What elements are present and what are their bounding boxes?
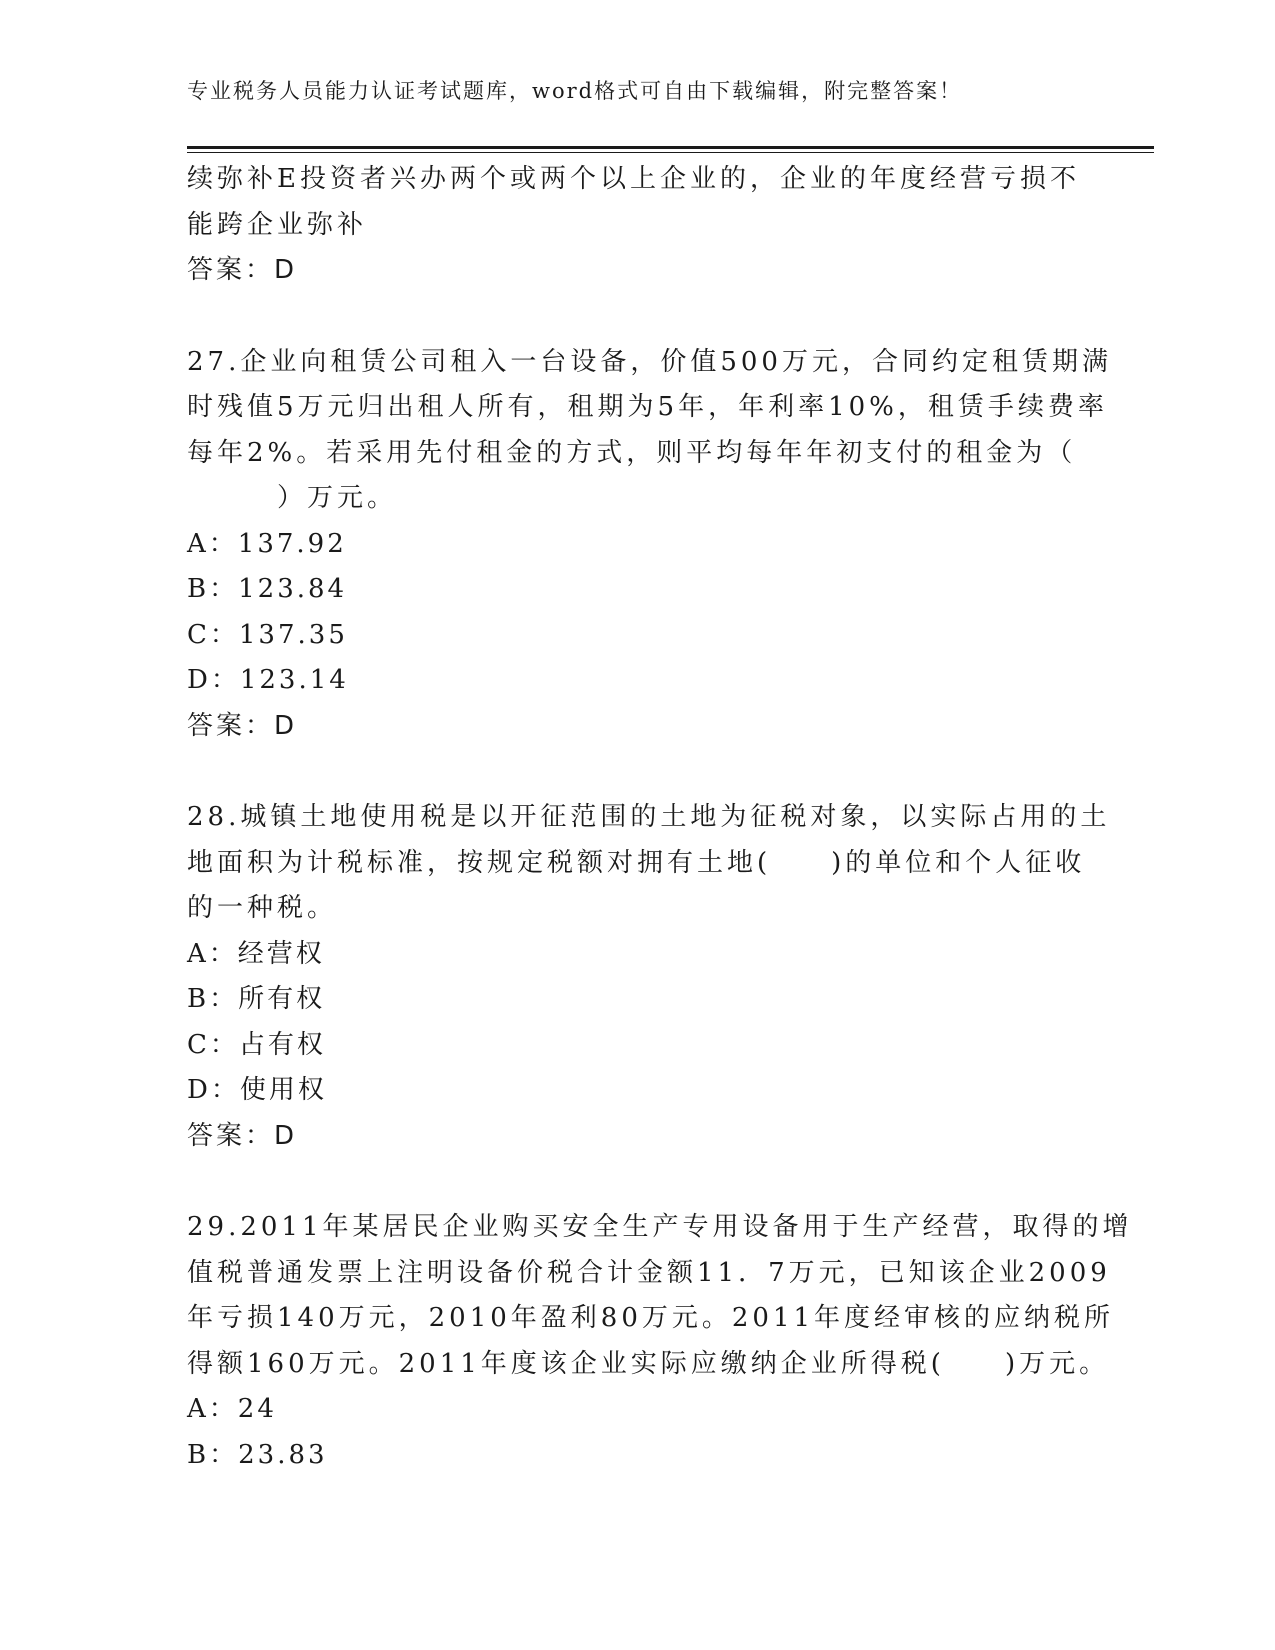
question-text-line: 每年2%。若采用先付租金的方式，则平均每年年初支付的租金为（ xyxy=(187,437,1077,468)
option-b: B：23.83 xyxy=(187,1439,328,1470)
question-text-line: 地面积为计税标准，按规定税额对拥有土地( )的单位和个人征收 xyxy=(187,847,1086,878)
question-text-line: ）万元。 xyxy=(187,483,398,513)
header-rule-thin xyxy=(187,152,1154,153)
option-d: D：123.14 xyxy=(187,665,349,695)
option-c: C：占有权 xyxy=(187,1029,326,1060)
question-text-line: 续弥补E投资者兴办两个或两个以上企业的，企业的年度经营亏损不 xyxy=(187,164,1080,194)
question-text-line: 值税普通发票上注明设备价税合计金额11．7万元，已知该企业2009 xyxy=(187,1257,1111,1288)
option-b: B：所有权 xyxy=(187,984,326,1014)
question-text-line: 得额160万元。2011年度该企业实际应缴纳企业所得税( )万元。 xyxy=(187,1348,1110,1379)
question-text-line: 28.城镇土地使用税是以开征范围的土地为征税对象，以实际占用的土 xyxy=(187,802,1111,832)
question-content xyxy=(187,157,1133,1478)
question-text-line: 29.2011年某居民企业购买安全生产专用设备用于生产经营，取得的增 xyxy=(187,1212,1133,1242)
page-header: 专业税务人员能力认证考试题库，word格式可自由下载编辑，附完整答案！ xyxy=(187,79,963,103)
question-27 xyxy=(187,340,1112,750)
answer-line: 答案：D xyxy=(187,710,298,741)
option-b: B：123.84 xyxy=(187,574,348,604)
question-text-line: 能跨企业弥补 xyxy=(187,209,368,240)
question-text-line: 27.企业向租赁公司租入一台设备，价值500万元，合同约定租赁期满 xyxy=(187,346,1112,377)
option-a: A：137.92 xyxy=(187,528,347,559)
question-text-line: 的一种税。 xyxy=(187,893,338,923)
question-29 xyxy=(187,1205,1133,1478)
option-c: C：137.35 xyxy=(187,619,348,650)
answer-line: 答案：D xyxy=(187,255,298,285)
question-28 xyxy=(187,795,1111,1159)
option-d: D：使用权 xyxy=(187,1075,327,1105)
option-a: A：24 xyxy=(187,1394,277,1424)
answer-line: 答案：D xyxy=(187,1120,298,1151)
option-a: A：经营权 xyxy=(187,938,325,969)
question-text-line: 时残值5万元归出租人所有，租期为5年，年利率10%，租赁手续费率 xyxy=(187,392,1108,422)
question-26-continuation xyxy=(187,157,1087,294)
header-rule-thick xyxy=(187,146,1154,149)
question-text-line: 年亏损140万元，2010年盈利80万元。2011年度经审核的应纳税所 xyxy=(187,1303,1115,1333)
